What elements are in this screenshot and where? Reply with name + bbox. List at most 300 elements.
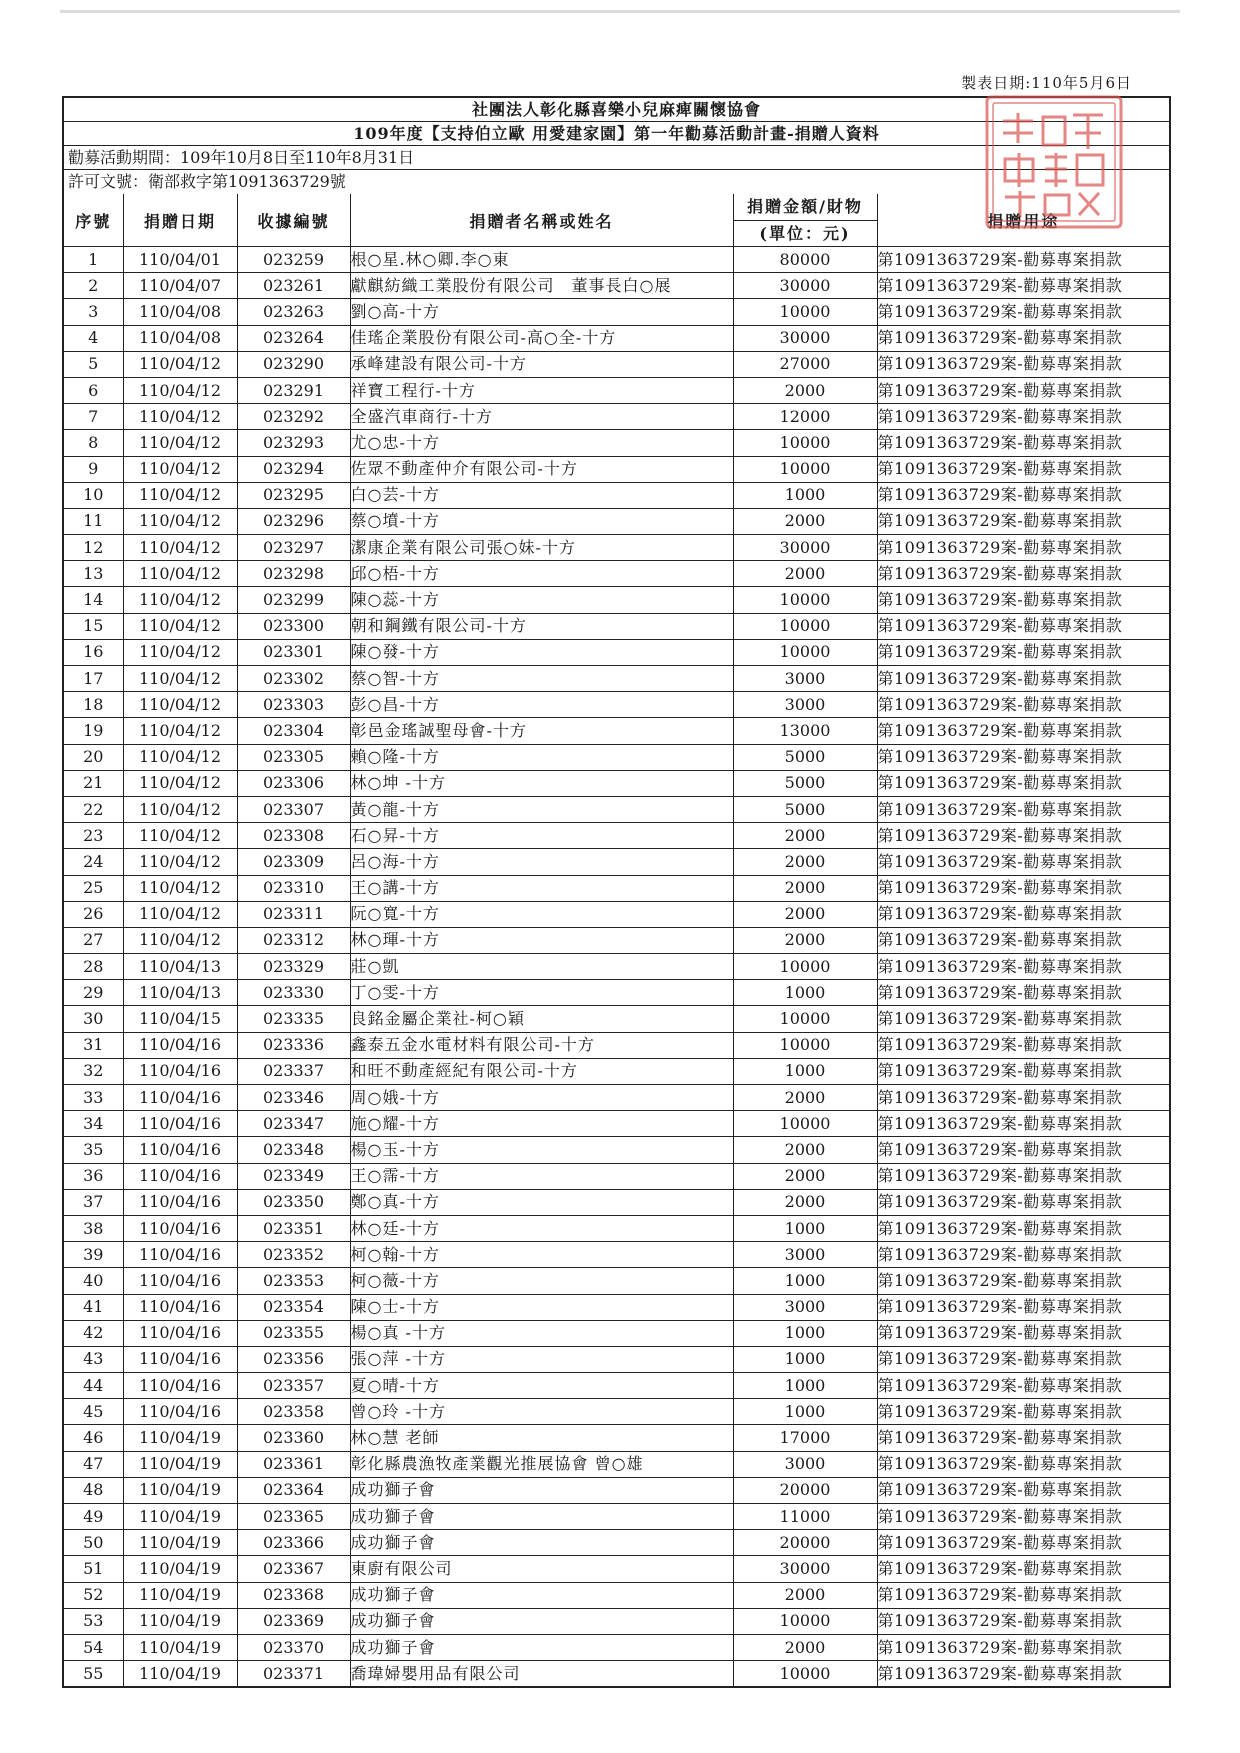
col-header-receipt: 收據編號 [237, 194, 350, 247]
cell-date: 110/04/19 [123, 1477, 237, 1503]
cell-amount: 10000 [733, 1006, 877, 1032]
cell-use: 第1091363729案-勸募專案捐款 [877, 613, 1169, 639]
cell-use: 第1091363729案-勸募專案捐款 [877, 273, 1169, 299]
cell-amount: 2000 [733, 875, 877, 901]
cell-receipt: 023301 [237, 639, 350, 665]
cell-use: 第1091363729案-勸募專案捐款 [877, 1294, 1169, 1320]
cell-seq: 20 [64, 744, 123, 770]
cell-receipt: 023371 [237, 1661, 350, 1687]
cell-seq: 19 [64, 718, 123, 744]
cell-date: 110/04/16 [123, 1137, 237, 1163]
cell-seq: 54 [64, 1634, 123, 1660]
cell-donor-name: 夏○晴-十方 [350, 1373, 733, 1399]
table-row [64, 796, 1169, 822]
cell-donor-name: 楊○真 -十方 [350, 1320, 733, 1346]
cell-donor-name: 祥寶工程行-十方 [350, 377, 733, 403]
cell-amount: 5000 [733, 770, 877, 796]
cell-receipt: 023355 [237, 1320, 350, 1346]
cell-donor-name: 和旺不動產經紀有限公司-十方 [350, 1058, 733, 1084]
cell-amount: 13000 [733, 718, 877, 744]
cell-amount: 30000 [733, 535, 877, 561]
cell-date: 110/04/16 [123, 1085, 237, 1111]
cell-date: 110/04/12 [123, 796, 237, 822]
cell-date: 110/04/19 [123, 1582, 237, 1608]
table-body [64, 247, 1169, 1687]
cell-use: 第1091363729案-勸募專案捐款 [877, 377, 1169, 403]
cell-date: 110/04/16 [123, 1346, 237, 1372]
table-row [64, 1294, 1169, 1320]
cell-amount: 3000 [733, 692, 877, 718]
cell-use: 第1091363729案-勸募專案捐款 [877, 587, 1169, 613]
table-row [64, 1451, 1169, 1477]
cell-date: 110/04/16 [123, 1163, 237, 1189]
cell-amount: 2000 [733, 1163, 877, 1189]
cell-use: 第1091363729案-勸募專案捐款 [877, 1163, 1169, 1189]
table-row [64, 927, 1169, 953]
cell-use: 第1091363729案-勸募專案捐款 [877, 1608, 1169, 1634]
cell-receipt: 023292 [237, 404, 350, 430]
cell-receipt: 023364 [237, 1477, 350, 1503]
cell-receipt: 023337 [237, 1058, 350, 1084]
cell-amount: 17000 [733, 1425, 877, 1451]
cell-donor-name: 鄭○真-十方 [350, 1189, 733, 1215]
cell-date: 110/04/15 [123, 1006, 237, 1032]
cell-date: 110/04/16 [123, 1058, 237, 1084]
cell-date: 110/04/12 [123, 508, 237, 534]
cell-use: 第1091363729案-勸募專案捐款 [877, 1425, 1169, 1451]
cell-amount: 10000 [733, 1608, 877, 1634]
donor-table [64, 194, 1169, 1686]
col-header-date: 捐贈日期 [123, 194, 237, 247]
cell-seq: 24 [64, 849, 123, 875]
cell-receipt: 023295 [237, 482, 350, 508]
cell-use: 第1091363729案-勸募專案捐款 [877, 823, 1169, 849]
cell-receipt: 023357 [237, 1373, 350, 1399]
cell-receipt: 023335 [237, 1006, 350, 1032]
table-row [64, 508, 1169, 534]
cell-receipt: 023329 [237, 954, 350, 980]
table-row [64, 1320, 1169, 1346]
cell-amount: 30000 [733, 273, 877, 299]
cell-date: 110/04/19 [123, 1634, 237, 1660]
col-header-amount [733, 194, 877, 247]
cell-date: 110/04/12 [123, 901, 237, 927]
cell-amount: 20000 [733, 1530, 877, 1556]
cell-seq: 39 [64, 1242, 123, 1268]
cell-date: 110/04/16 [123, 1268, 237, 1294]
table-row [64, 273, 1169, 299]
cell-date: 110/04/12 [123, 666, 237, 692]
cell-amount: 2000 [733, 901, 877, 927]
cell-donor-name: 邱○梧-十方 [350, 561, 733, 587]
cell-date: 110/04/19 [123, 1530, 237, 1556]
cell-seq: 23 [64, 823, 123, 849]
table-row [64, 1085, 1169, 1111]
cell-seq: 48 [64, 1477, 123, 1503]
cell-receipt: 023365 [237, 1504, 350, 1530]
table-row [64, 377, 1169, 403]
cell-date: 110/04/16 [123, 1373, 237, 1399]
cell-receipt: 023305 [237, 744, 350, 770]
cell-amount: 10000 [733, 1111, 877, 1137]
table-row [64, 535, 1169, 561]
cell-use: 第1091363729案-勸募專案捐款 [877, 1111, 1169, 1137]
cell-receipt: 023291 [237, 377, 350, 403]
cell-donor-name: 朝和鋼鐵有限公司-十方 [350, 613, 733, 639]
cell-amount: 20000 [733, 1477, 877, 1503]
cell-donor-name: 良銘金屬企業社-柯○穎 [350, 1006, 733, 1032]
table-row [64, 1477, 1169, 1503]
cell-receipt: 023349 [237, 1163, 350, 1189]
cell-date: 110/04/12 [123, 430, 237, 456]
cell-date: 110/04/12 [123, 613, 237, 639]
cell-receipt: 023350 [237, 1189, 350, 1215]
cell-amount: 2000 [733, 377, 877, 403]
permit-number: 許可文號：衛部救字第1091363729號 [68, 172, 346, 191]
cell-donor-name: 王○講-十方 [350, 875, 733, 901]
cell-receipt: 023299 [237, 587, 350, 613]
cell-date: 110/04/12 [123, 927, 237, 953]
cell-date: 110/04/08 [123, 299, 237, 325]
cell-receipt: 023360 [237, 1425, 350, 1451]
cell-donor-name: 鑫泰五金水電材料有限公司-十方 [350, 1032, 733, 1058]
cell-amount: 80000 [733, 247, 877, 273]
cell-date: 110/04/16 [123, 1399, 237, 1425]
cell-amount: 10000 [733, 587, 877, 613]
cell-donor-name: 楊○玉-十方 [350, 1137, 733, 1163]
table-row [64, 587, 1169, 613]
cell-use: 第1091363729案-勸募專案捐款 [877, 1530, 1169, 1556]
cell-date: 110/04/19 [123, 1661, 237, 1687]
cell-donor-name: 成功獅子會 [350, 1582, 733, 1608]
cell-use: 第1091363729案-勸募專案捐款 [877, 1504, 1169, 1530]
cell-receipt: 023298 [237, 561, 350, 587]
cell-date: 110/04/01 [123, 247, 237, 273]
cell-donor-name: 蔡○墳-十方 [350, 508, 733, 534]
cell-donor-name: 根○星.林○卿.李○東 [350, 247, 733, 273]
cell-seq: 29 [64, 980, 123, 1006]
cell-seq: 31 [64, 1032, 123, 1058]
cell-donor-name: 東廚有限公司 [350, 1556, 733, 1582]
table-header-row [64, 194, 1169, 247]
table-row [64, 875, 1169, 901]
table-row [64, 1504, 1169, 1530]
cell-seq: 55 [64, 1661, 123, 1687]
cell-amount: 1000 [733, 1268, 877, 1294]
cell-amount: 2000 [733, 508, 877, 534]
table-row [64, 639, 1169, 665]
cell-donor-name: 曾○玲 -十方 [350, 1399, 733, 1425]
cell-receipt: 023300 [237, 613, 350, 639]
table-row [64, 1006, 1169, 1032]
cell-use: 第1091363729案-勸募專案捐款 [877, 561, 1169, 587]
cell-donor-name: 尤○忠-十方 [350, 430, 733, 456]
cell-date: 110/04/07 [123, 273, 237, 299]
cell-amount: 3000 [733, 666, 877, 692]
table-row [64, 1189, 1169, 1215]
table-row [64, 299, 1169, 325]
cell-date: 110/04/12 [123, 561, 237, 587]
col-header-seq: 序號 [64, 194, 123, 247]
table-row [64, 1373, 1169, 1399]
cell-use: 第1091363729案-勸募專案捐款 [877, 1215, 1169, 1241]
cell-seq: 47 [64, 1451, 123, 1477]
cell-date: 110/04/16 [123, 1189, 237, 1215]
cell-amount: 12000 [733, 404, 877, 430]
table-row [64, 744, 1169, 770]
cell-receipt: 023261 [237, 273, 350, 299]
table-row [64, 1137, 1169, 1163]
cell-use: 第1091363729案-勸募專案捐款 [877, 927, 1169, 953]
cell-amount: 10000 [733, 954, 877, 980]
cell-use: 第1091363729案-勸募專案捐款 [877, 770, 1169, 796]
cell-date: 110/04/19 [123, 1504, 237, 1530]
table-row [64, 351, 1169, 377]
cell-use: 第1091363729案-勸募專案捐款 [877, 692, 1169, 718]
cell-use: 第1091363729案-勸募專案捐款 [877, 1137, 1169, 1163]
table-row [64, 823, 1169, 849]
cell-receipt: 023303 [237, 692, 350, 718]
cell-seq: 38 [64, 1215, 123, 1241]
cell-seq: 30 [64, 1006, 123, 1032]
cell-receipt: 023356 [237, 1346, 350, 1372]
cell-receipt: 023346 [237, 1085, 350, 1111]
cell-receipt: 023366 [237, 1530, 350, 1556]
cell-amount: 10000 [733, 299, 877, 325]
cell-date: 110/04/12 [123, 639, 237, 665]
cell-seq: 14 [64, 587, 123, 613]
cell-donor-name: 賴○隆-十方 [350, 744, 733, 770]
table-row [64, 325, 1169, 351]
cell-seq: 3 [64, 299, 123, 325]
cell-use: 第1091363729案-勸募專案捐款 [877, 1085, 1169, 1111]
table-row [64, 430, 1169, 456]
cell-amount: 30000 [733, 1556, 877, 1582]
cell-date: 110/04/13 [123, 954, 237, 980]
cell-date: 110/04/13 [123, 980, 237, 1006]
cell-use: 第1091363729案-勸募專案捐款 [877, 535, 1169, 561]
cell-donor-name: 白○芸-十方 [350, 482, 733, 508]
col-header-amount-unit: (單位：元) [759, 224, 851, 243]
cell-date: 110/04/12 [123, 744, 237, 770]
cell-use: 第1091363729案-勸募專案捐款 [877, 299, 1169, 325]
cell-use: 第1091363729案-勸募專案捐款 [877, 1634, 1169, 1660]
donor-sheet [62, 96, 1171, 1688]
cell-seq: 12 [64, 535, 123, 561]
cell-receipt: 023296 [237, 508, 350, 534]
table-row [64, 1111, 1169, 1137]
table-row [64, 456, 1169, 482]
cell-seq: 51 [64, 1556, 123, 1582]
cell-donor-name: 彰邑金瑤誠聖母會-十方 [350, 718, 733, 744]
table-row [64, 1582, 1169, 1608]
cell-receipt: 023302 [237, 666, 350, 692]
cell-date: 110/04/12 [123, 404, 237, 430]
table-row [64, 1556, 1169, 1582]
cell-seq: 13 [64, 561, 123, 587]
cell-date: 110/04/12 [123, 377, 237, 403]
cell-use: 第1091363729案-勸募專案捐款 [877, 1399, 1169, 1425]
cell-receipt: 023358 [237, 1399, 350, 1425]
cell-receipt: 023348 [237, 1137, 350, 1163]
table-row [64, 1268, 1169, 1294]
cell-donor-name: 張○萍 -十方 [350, 1346, 733, 1372]
cell-donor-name: 林○廷-十方 [350, 1215, 733, 1241]
cell-receipt: 023259 [237, 247, 350, 273]
cell-donor-name: 柯○翰-十方 [350, 1242, 733, 1268]
cell-use: 第1091363729案-勸募專案捐款 [877, 404, 1169, 430]
cell-date: 110/04/16 [123, 1032, 237, 1058]
cell-amount: 1000 [733, 1373, 877, 1399]
cell-donor-name: 林○琿-十方 [350, 927, 733, 953]
cell-amount: 10000 [733, 1661, 877, 1687]
cell-seq: 52 [64, 1582, 123, 1608]
cell-receipt: 023306 [237, 770, 350, 796]
cell-use: 第1091363729案-勸募專案捐款 [877, 1582, 1169, 1608]
col-header-name: 捐贈者名稱或姓名 [350, 194, 733, 247]
cell-use: 第1091363729案-勸募專案捐款 [877, 430, 1169, 456]
cell-seq: 50 [64, 1530, 123, 1556]
cell-seq: 22 [64, 796, 123, 822]
cell-date: 110/04/12 [123, 770, 237, 796]
cell-seq: 5 [64, 351, 123, 377]
page-top-rule [60, 10, 1180, 13]
cell-date: 110/04/12 [123, 587, 237, 613]
cell-seq: 25 [64, 875, 123, 901]
cell-amount: 27000 [733, 351, 877, 377]
cell-amount: 3000 [733, 1294, 877, 1320]
cell-use: 第1091363729案-勸募專案捐款 [877, 1346, 1169, 1372]
cell-date: 110/04/12 [123, 482, 237, 508]
cell-seq: 33 [64, 1085, 123, 1111]
table-row [64, 1425, 1169, 1451]
cell-date: 110/04/12 [123, 823, 237, 849]
cell-receipt: 023311 [237, 901, 350, 927]
plan-title: 109年度【支持伯立歐 用愛建家園】第一年勸募活動計畫-捐贈人資料 [64, 122, 1169, 146]
cell-use: 第1091363729案-勸募專案捐款 [877, 1268, 1169, 1294]
cell-amount: 10000 [733, 456, 877, 482]
table-row [64, 561, 1169, 587]
cell-seq: 17 [64, 666, 123, 692]
cell-amount: 1000 [733, 1058, 877, 1084]
cell-amount: 2000 [733, 561, 877, 587]
cell-seq: 9 [64, 456, 123, 482]
cell-date: 110/04/19 [123, 1451, 237, 1477]
cell-seq: 16 [64, 639, 123, 665]
cell-seq: 43 [64, 1346, 123, 1372]
campaign-period: 勸募活動期間：109年10月8日至110年8月31日 [64, 146, 1169, 170]
table-row [64, 770, 1169, 796]
table-row [64, 666, 1169, 692]
cell-receipt: 023264 [237, 325, 350, 351]
cell-donor-name: 王○霈-十方 [350, 1163, 733, 1189]
cell-date: 110/04/12 [123, 456, 237, 482]
cell-date: 110/04/08 [123, 325, 237, 351]
cell-donor-name: 施○耀-十方 [350, 1111, 733, 1137]
cell-seq: 1 [64, 247, 123, 273]
table-row [64, 247, 1169, 273]
cell-amount: 2000 [733, 849, 877, 875]
cell-donor-name: 陳○士-十方 [350, 1294, 733, 1320]
table-row [64, 1608, 1169, 1634]
table-row [64, 901, 1169, 927]
cell-receipt: 023351 [237, 1215, 350, 1241]
table-row [64, 1661, 1169, 1687]
cell-receipt: 023336 [237, 1032, 350, 1058]
cell-use: 第1091363729案-勸募專案捐款 [877, 1556, 1169, 1582]
cell-use: 第1091363729案-勸募專案捐款 [877, 1477, 1169, 1503]
cell-amount: 2000 [733, 927, 877, 953]
cell-donor-name: 承峰建設有限公司-十方 [350, 351, 733, 377]
cell-seq: 49 [64, 1504, 123, 1530]
cell-seq: 53 [64, 1608, 123, 1634]
cell-date: 110/04/16 [123, 1320, 237, 1346]
cell-seq: 4 [64, 325, 123, 351]
cell-seq: 26 [64, 901, 123, 927]
cell-donor-name: 丁○雯-十方 [350, 980, 733, 1006]
table-row [64, 613, 1169, 639]
cell-amount: 10000 [733, 430, 877, 456]
cell-seq: 2 [64, 273, 123, 299]
table-row [64, 1163, 1169, 1189]
cell-seq: 36 [64, 1163, 123, 1189]
cell-use: 第1091363729案-勸募專案捐款 [877, 666, 1169, 692]
cell-receipt: 023293 [237, 430, 350, 456]
cell-receipt: 023368 [237, 1582, 350, 1608]
cell-donor-name: 佐眾不動產仲介有限公司-十方 [350, 456, 733, 482]
cell-seq: 28 [64, 954, 123, 980]
cell-seq: 8 [64, 430, 123, 456]
cell-use: 第1091363729案-勸募專案捐款 [877, 247, 1169, 273]
cell-seq: 32 [64, 1058, 123, 1084]
cell-seq: 35 [64, 1137, 123, 1163]
cell-amount: 2000 [733, 1085, 877, 1111]
cell-receipt: 023370 [237, 1634, 350, 1660]
cell-receipt: 023290 [237, 351, 350, 377]
cell-seq: 21 [64, 770, 123, 796]
cell-date: 110/04/16 [123, 1294, 237, 1320]
cell-receipt: 023352 [237, 1242, 350, 1268]
make-date: 製表日期:110年5月6日 [961, 74, 1132, 92]
cell-receipt: 023309 [237, 849, 350, 875]
cell-donor-name: 劉○高-十方 [350, 299, 733, 325]
cell-date: 110/04/16 [123, 1111, 237, 1137]
cell-date: 110/04/16 [123, 1215, 237, 1241]
cell-amount: 11000 [733, 1504, 877, 1530]
cell-amount: 5000 [733, 796, 877, 822]
cell-amount: 3000 [733, 1242, 877, 1268]
cell-donor-name: 石○昇-十方 [350, 823, 733, 849]
cell-amount: 10000 [733, 1032, 877, 1058]
cell-use: 第1091363729案-勸募專案捐款 [877, 901, 1169, 927]
cell-seq: 18 [64, 692, 123, 718]
cell-use: 第1091363729案-勸募專案捐款 [877, 1242, 1169, 1268]
cell-amount: 2000 [733, 823, 877, 849]
cell-amount: 2000 [733, 1634, 877, 1660]
cell-use: 第1091363729案-勸募專案捐款 [877, 1661, 1169, 1687]
cell-use: 第1091363729案-勸募專案捐款 [877, 508, 1169, 534]
table-row [64, 482, 1169, 508]
table-row [64, 1634, 1169, 1660]
cell-receipt: 023297 [237, 535, 350, 561]
cell-receipt: 023263 [237, 299, 350, 325]
cell-seq: 11 [64, 508, 123, 534]
cell-receipt: 023353 [237, 1268, 350, 1294]
cell-date: 110/04/19 [123, 1608, 237, 1634]
cell-seq: 27 [64, 927, 123, 953]
cell-receipt: 023354 [237, 1294, 350, 1320]
cell-donor-name: 成功獅子會 [350, 1634, 733, 1660]
